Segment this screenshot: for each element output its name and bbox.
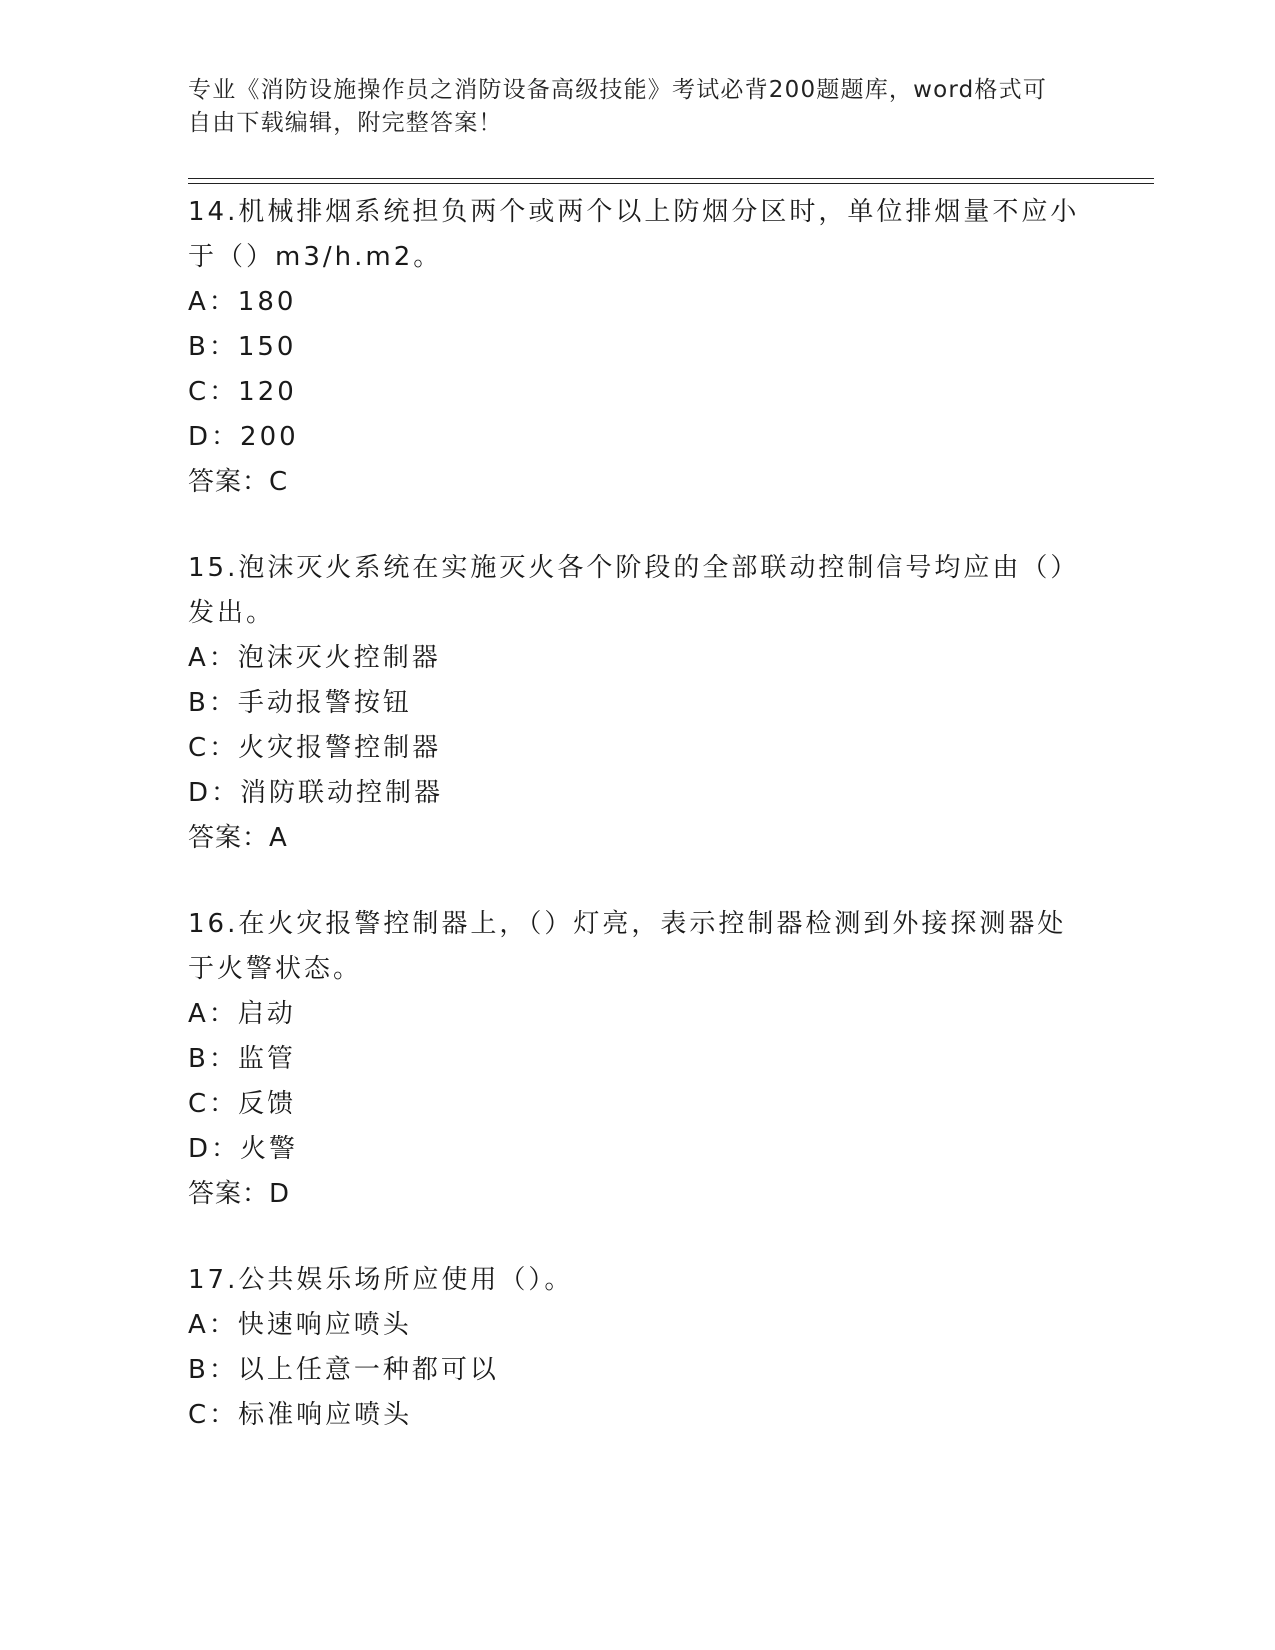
- option-a: A：泡沫灭火控制器: [188, 643, 441, 673]
- question-stem: 17.公共娱乐场所应使用（）。: [188, 1265, 574, 1295]
- question-16: [188, 902, 1088, 1217]
- option-a: A：180: [188, 287, 297, 317]
- option-a: A：快速响应喷头: [188, 1310, 412, 1340]
- option-b: B：150: [188, 332, 297, 362]
- option-b: B：以上任意一种都可以: [188, 1355, 499, 1385]
- header-divider-bottom: [188, 183, 1154, 184]
- option-d: D：消防联动控制器: [188, 778, 444, 808]
- option-b: B：监管: [188, 1044, 296, 1074]
- question-17: [188, 1258, 1088, 1438]
- question-stem-continued: 于（）m3/h.m2。: [188, 242, 443, 272]
- question-stem-continued: 发出。: [188, 598, 276, 628]
- question-14: [188, 190, 1088, 505]
- option-c: C：反馈: [188, 1089, 297, 1119]
- question-stem: 16.在火灾报警控制器上，（）灯亮，表示控制器检测到外接探测器处: [188, 909, 1067, 939]
- option-d: D：200: [188, 422, 299, 452]
- question-list: [188, 190, 1088, 1479]
- option-a: A：启动: [188, 999, 296, 1029]
- answer-line: 答案：A: [188, 823, 288, 853]
- option-c: C：火灾报警控制器: [188, 733, 442, 763]
- header-divider-top: [188, 178, 1154, 179]
- option-c: C：标准响应喷头: [188, 1400, 413, 1430]
- question-stem-continued: 于火警状态。: [188, 954, 363, 984]
- question-15: [188, 546, 1088, 861]
- option-b: B：手动报警按钮: [188, 688, 412, 718]
- question-stem: 15.泡沫灭火系统在实施灭火各个阶段的全部联动控制信号均应由（）: [188, 553, 1080, 583]
- question-stem: 14.机械排烟系统担负两个或两个以上防烟分区时，单位排烟量不应小: [188, 197, 1080, 227]
- header-line-1: 专业《消防设施操作员之消防设备高级技能》考试必背200题题库，word格式可: [188, 77, 1048, 103]
- answer-line: 答案：C: [188, 467, 289, 497]
- answer-line: 答案：D: [188, 1179, 291, 1209]
- option-d: D：火警: [188, 1134, 299, 1164]
- header-line-2: 自由下载编辑，附完整答案！: [188, 110, 503, 136]
- document-header: [188, 74, 1068, 140]
- option-c: C：120: [188, 377, 297, 407]
